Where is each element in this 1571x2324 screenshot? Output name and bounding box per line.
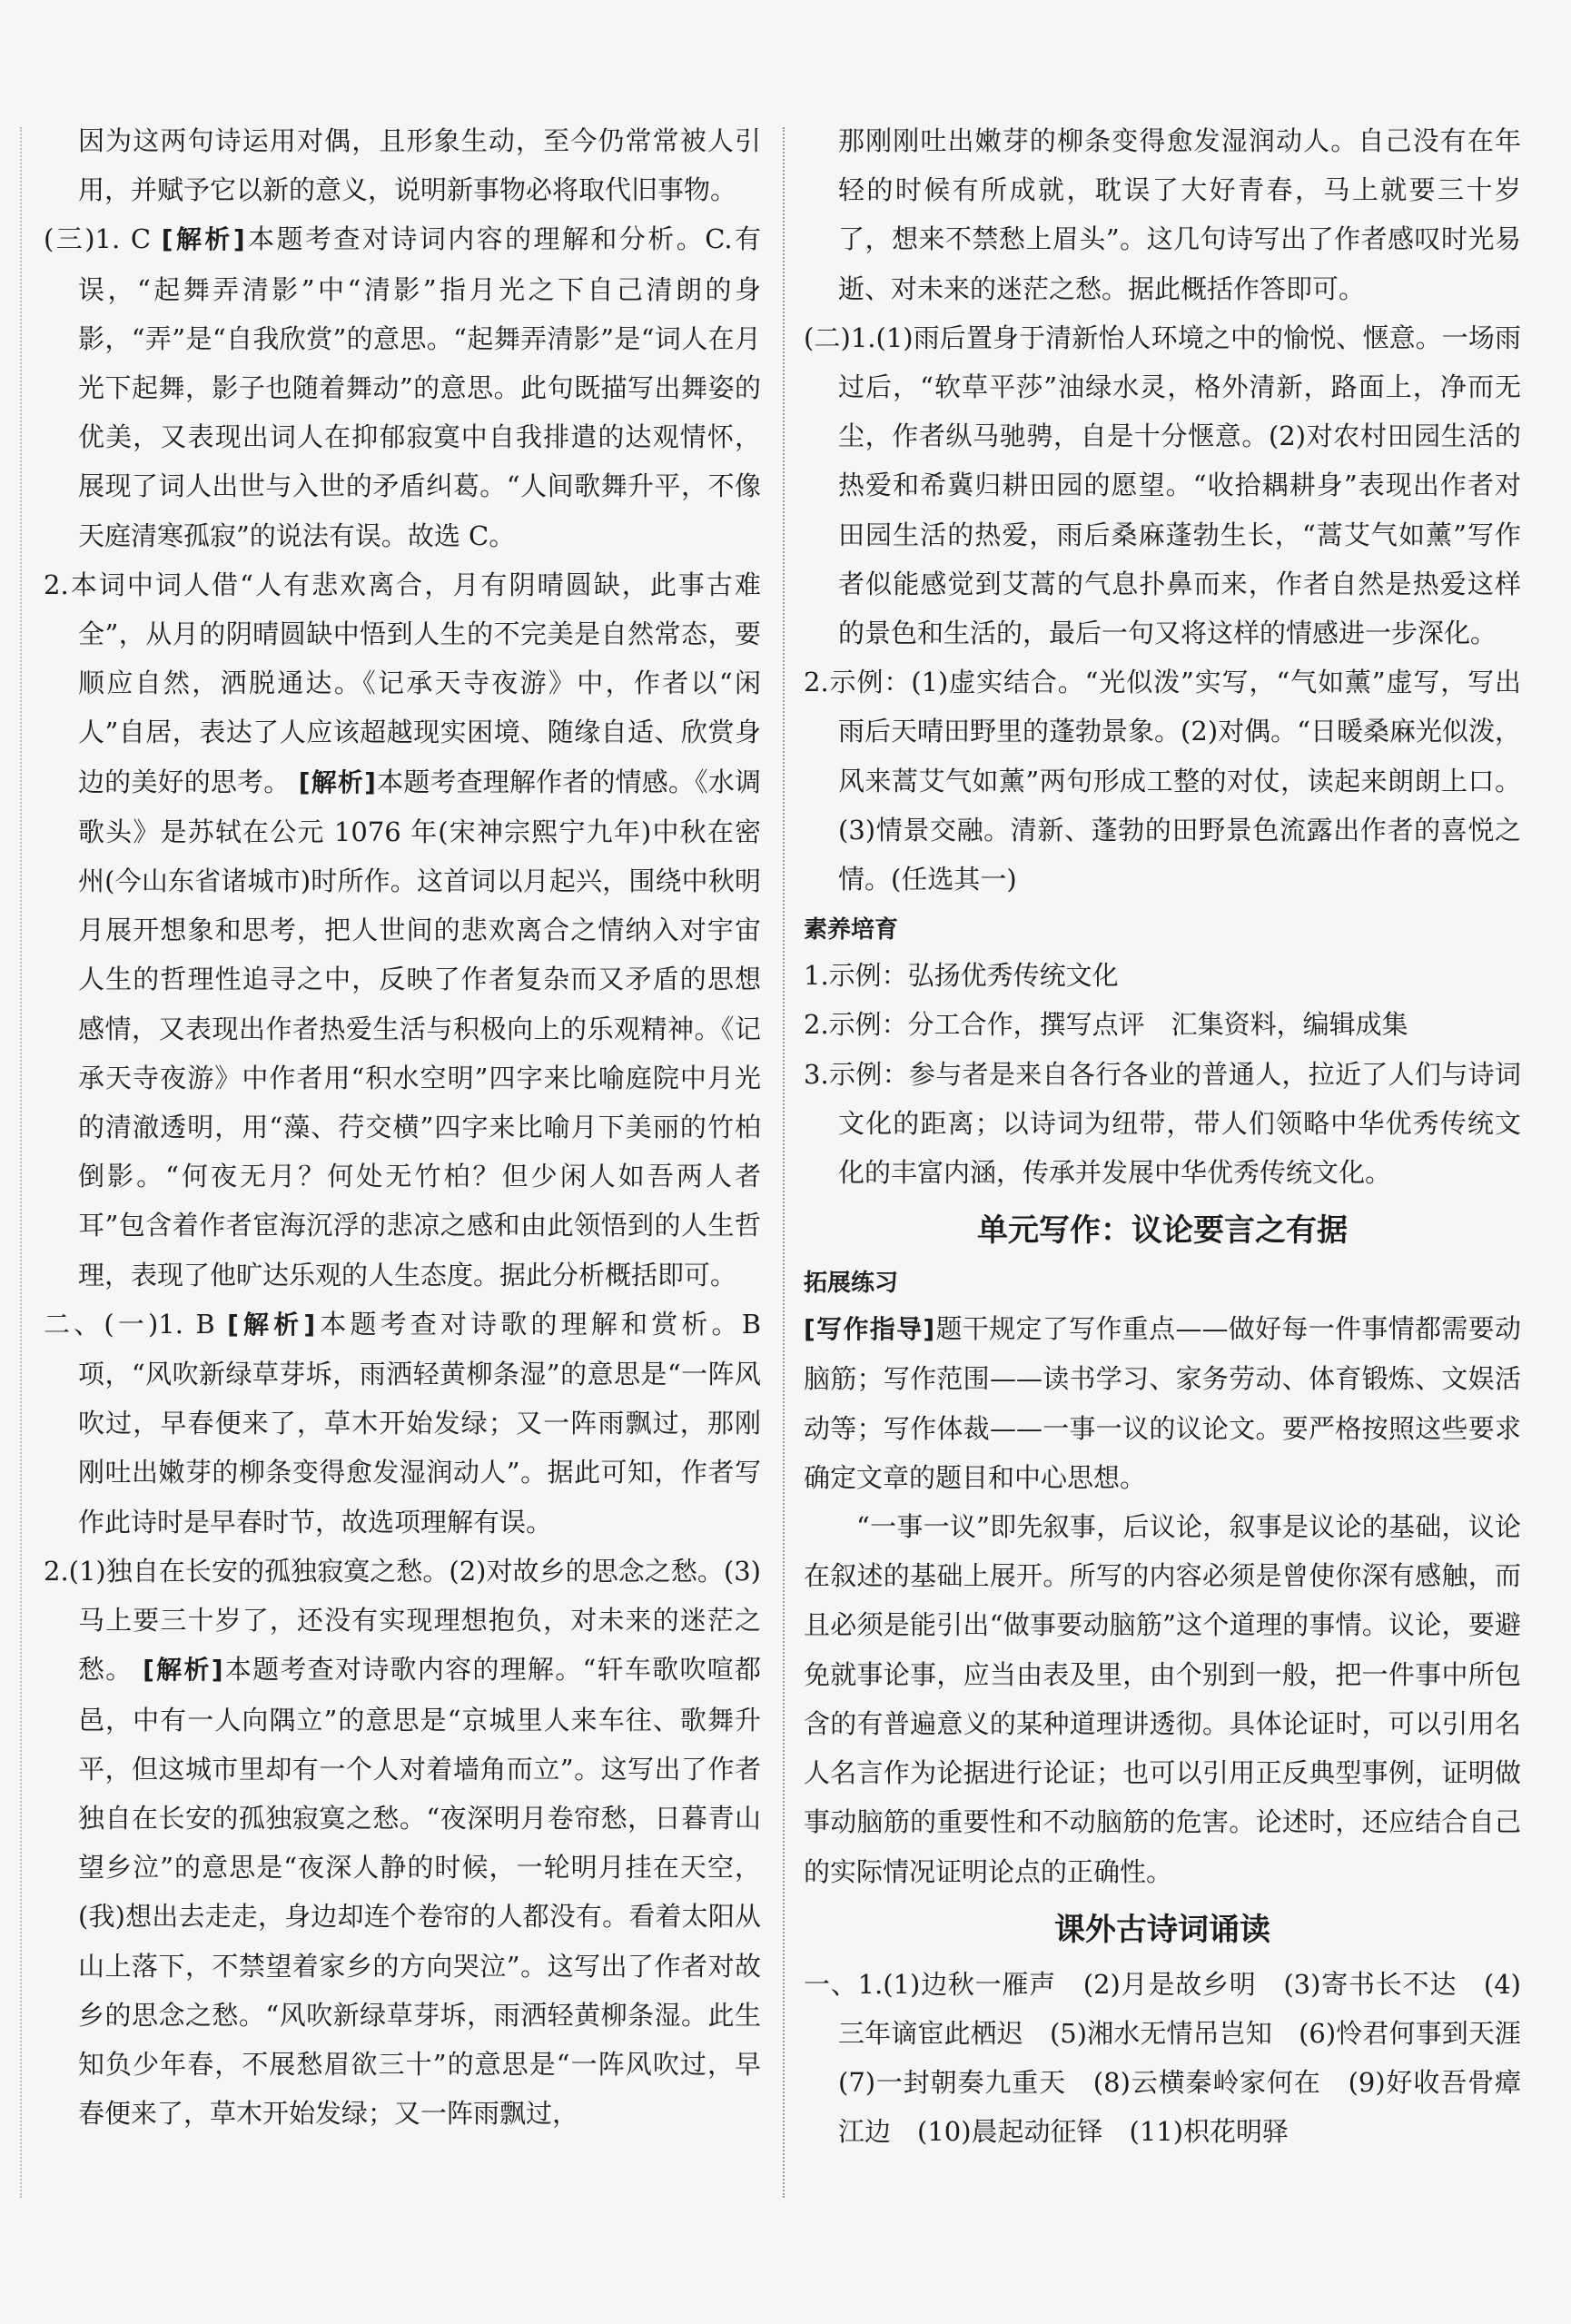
answer-3-1-text: 本题考查对诗词内容的理解和分析。C.有误，“起舞弄清影”中“清影”指月光之下自己清朗的身影，“弄”是“自我欣赏”的意思。“起舞弄清影”是“词人在月光下起舞，影子也随着舞动”的意思。此句既描写出舞姿的优美，又表现出词人在抑郁寂寞中自我排遣的达观情怀，展现了词人出世与入世的矛盾纠葛。“人间歌舞升平，不像天庭清寒孤寂”的说法有误。故选 C。 [78, 223, 762, 551]
left-column [44, 116, 761, 2138]
right-column [804, 116, 1548, 2157]
answer-2-2-2: 2.示例：(1)虚实结合。“光似泼”实写，“气如薰”虚写，写出雨后天晴田野里的蓬勃景象。(2)对偶。“日暖桑麻光似泼，风来蒿艾气如薰”两句形成工整的对仗，读起来朗朗上口。(3)情景交融。清新、蓬勃的田野景色流露出作者的喜悦之情。(任选其一) [804, 667, 1521, 895]
literacy-answer-1: 1.示例：弘扬优秀传统文化 [804, 960, 1119, 992]
section-subheading: 拓展练习 [804, 1270, 899, 1298]
section-subheading: 素养培育 [804, 916, 899, 944]
left-continued-paragraph: 因为这两句诗运用对偶，且形象生动，至今仍常常被人引用，并赋予它以新的意义，说明新事物必将取代旧事物。 [78, 125, 761, 206]
answer-2-1-2-analysis: 本题考查对诗歌内容的理解。“轩车歌吹喧都邑，中有一人向隅立”的意思是“京城里人来车往、歌舞升平，但这城市里却有一个人对着墙角而立”。这写出了作者独自在长安的孤独寂寞之愁。“夜深明月卷帘愁，日暮青山望乡泣”的意思是“夜深人静的时候，一轮明月挂在天空，(我)想出去走走，身边却连个卷帘的人都没有。看着太阳从山上落下，不禁望着家乡的方向哭泣”。这写出了作者对故乡的思念之愁。“风吹新绿草芽坼，雨洒轻黄柳条湿。此生知负少年春，不展愁眉欲三十”的意思是“一阵风吹过，早春便来了，草木开始发绿；又一阵雨飘过， [78, 1654, 762, 2130]
literacy-answer-2: 2.示例：分工合作，撰写点评 汇集资料，编辑成集 [804, 1009, 1408, 1041]
answer-2-1-1 [44, 1300, 761, 1547]
section-heading-writing: 单元写作：议论要言之有据 [977, 1212, 1348, 1250]
right-continued-paragraph: 那刚刚吐出嫩芽的柳条变得愈发湿润动人。自己没有在年轻的时候有所成就，耽误了大好青春，马上就要三十岁了，想来不禁愁上眉头”。这几句诗写出了作者感叹时光易逝、对未来的迷茫之愁。据此概括作答即可。 [838, 125, 1521, 304]
answer-2-1-2 [44, 1547, 761, 2138]
answer-3-2-analysis: 本题考查理解作者的情感。《水调歌头》是苏轼在公元 1076 年(宋神宗熙宁九年)中秋在密州(今山东省诸城市)时所作。这首词以月起兴，围绕中秋明月展开想象和思考，把人世间的悲欢离合之情纳入对宇宙人生的哲理性追寻之中，反映了作者复杂而又矛盾的思想感情，又表现出作者热爱生活与积极向上的乐观精神。《记承天寺夜游》中作者用“积水空明”四字来比喻庭院中月光的清澈透明，用“藻、荇交横”四字来比喻月下美丽的竹柏倒影。“何夜无月？何处无竹柏？但少闲人如吾两人者耳”包含着作者宦海沉浮的悲凉之感和由此领悟到的人生哲理，表现了他旷达乐观的人生态度。据此分析概括即可。 [78, 766, 761, 1291]
analysis-label: [解析] [161, 224, 246, 255]
analysis-label: [解析] [227, 1309, 317, 1340]
section-heading-poems: 课外古诗词诵读 [1054, 1911, 1270, 1948]
answer-2-1-1-text: 本题考查对诗歌的理解和赏析。B项，“风吹新绿草芽坼，雨洒轻黄柳条湿”的意思是“一阵风吹过，早春便来了，草木开始发绿；又一阵雨飘过，那刚刚吐出嫩芽的柳条变得愈发湿润动人”。据此可知，作者写作此诗时是早春时节，故选项理解有误。 [78, 1308, 762, 1538]
answer-3-2-text: 2.本词中词人借“人有悲欢离合，月有阴晴圆缺，此事古难全”，从月的阴晴圆缺中悟到人生的不完美是自然常态，要顺应自然，洒脱通达。《记承天寺夜游》中，作者以“闲人”自居，表达了人应该超越现实困境、随缘自适、欣赏身边的美好的思考。 [44, 569, 761, 797]
column-divider [783, 127, 785, 2198]
analysis-label: [解析] [298, 766, 377, 797]
writing-guidance [804, 1304, 1521, 1502]
writing-explanation: “一事一议”即先叙事，后议论，叙事是议论的基础，议论在叙述的基础上展开。所写的内容必须是曾使你深有感触，而且必须是能引出“做事要动脑筋”这个道理的事情。议论，要避免就事论事，应当由表及里，由个别到一般，把一件事中所包含的有普遍意义的某种道理讲透彻。具体论证时，可以引用名人名言作为论据进行论证；也可以引用正反典型事例，证明做事动脑筋的重要性和不动脑筋的危害。论述时，还应结合自己的实际情况证明论点的正确性。 [804, 1511, 1521, 1887]
poem-recitation-answers: 一、1.(1)边秋一雁声 (2)月是故乡明 (3)寄书长不达 (4)三年谪宦此栖迟 (5)湘水无情吊岂知 (6)怜君何事到天涯 (7)一封朝奏九重天 (8)云横秦岭家何在 (9)好收吾骨瘴江边 (10)晨起动征铎 (11)枳花明驿 [804, 1968, 1548, 2148]
literacy-answer-3: 3.示例：参与者是来自各行各业的普通人，拉近了人们与诗词文化的距离；以诗词为纽带，带人们领略中华优秀传统文化的丰富内涵，传承并发展中华优秀传统文化。 [804, 1058, 1521, 1189]
answer-3-1 [44, 214, 761, 559]
answer-3-1-prefix: (三)1. C [44, 223, 152, 255]
answer-3-2 [44, 560, 761, 1300]
writing-guidance-label: [写作指导] [804, 1314, 936, 1345]
answer-2-1-2-text: 2.(1)独自在长安的孤独寂寞之愁。(2)对故乡的思念之愁。(3)马上要三十岁了，还没有实现理想抱负，对未来的迷茫之愁。 [44, 1555, 761, 1686]
answer-2-2-1: (二)1.(1)雨后置身于清新怡人环境之中的愉悦、惬意。一场雨过后，“软草平莎”油绿水灵，格外清新，路面上，净而无尘，作者纵马驰骋，自是十分惬意。(2)对农村田园生活的热爱和希冀归耕田园的愿望。“收拾耦耕身”表现出作者对田园生活的热爱，雨后桑麻蓬勃生长，“蒿艾气如薰”写作者似能感觉到艾蒿的气息扑鼻而来，作者自然是热爱这样的景色和生活的，最后一句又将这样的情感进一步深化。 [804, 321, 1521, 649]
answer-2-1-1-prefix: 二、(一)1. B [44, 1308, 215, 1340]
binding-edge-rule [20, 127, 22, 2198]
analysis-label: [解析] [143, 1655, 224, 1686]
writing-guidance-text: 题干规定了写作重点——做好每一件事情都需要动脑筋；写作范围——读书学习、家务劳动、体育锻炼、文娱活动等；写作体裁——一事一议的议论文。要严格按照这些要求确定文章的题目和中心思想。 [804, 1313, 1521, 1493]
